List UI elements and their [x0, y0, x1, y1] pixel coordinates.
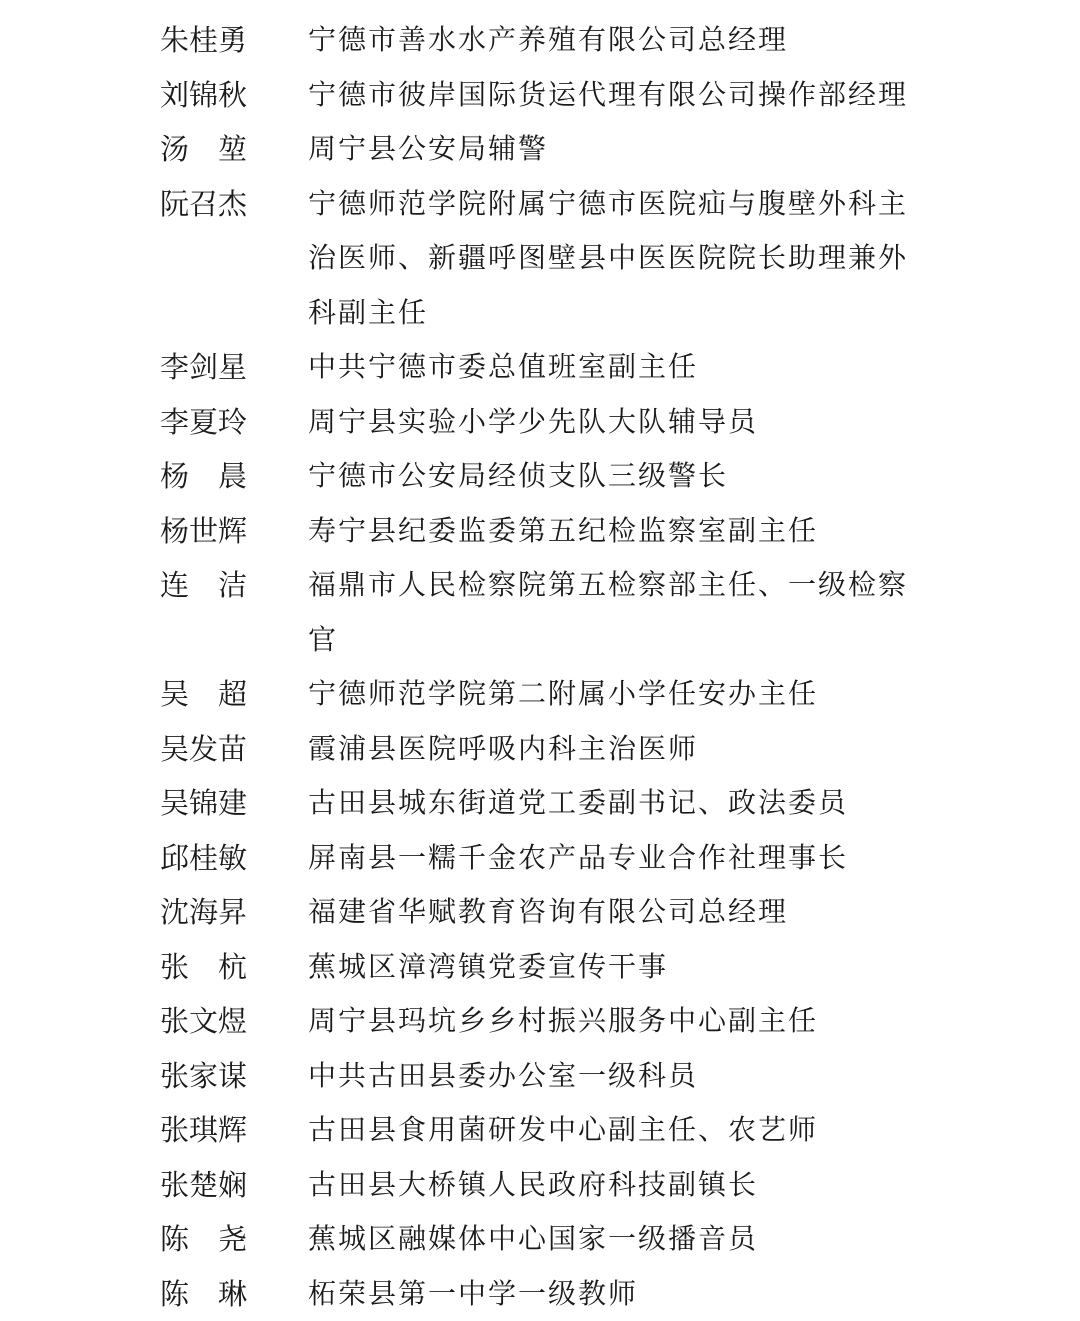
person-name: 陈 琳: [160, 1267, 315, 1321]
person-name: 张家谋: [160, 1049, 315, 1104]
person-name: 张琪辉: [160, 1103, 315, 1158]
person-name: 沈海昇: [160, 885, 315, 940]
person-name: 张 杭: [160, 940, 315, 995]
list-item: [0, 13, 1080, 68]
list-item: [0, 776, 1080, 831]
list-item: [0, 885, 1080, 940]
list-item: [0, 831, 1080, 886]
person-name: 吴锦建: [160, 776, 315, 831]
person-title: 中共古田县委办公室一级科员: [308, 1049, 908, 1104]
person-title: 周宁县实验小学少先队大队辅导员: [308, 395, 908, 450]
person-title: 寿宁县纪委监委第五纪检监察室副主任: [308, 504, 908, 559]
person-title: 中共宁德市委总值班室副主任: [308, 340, 908, 395]
list-item: [0, 1212, 1080, 1267]
person-title: 屏南县一糯千金农产品专业合作社理事长: [308, 831, 908, 886]
list-item: [0, 68, 1080, 123]
person-title: 福建省华赋教育咨询有限公司总经理: [308, 885, 908, 940]
person-title: 宁德市公安局经侦支队三级警长: [308, 449, 908, 504]
list-item: [0, 1267, 1080, 1321]
person-name: 杨世辉: [160, 504, 315, 559]
person-title: 福鼎市人民检察院第五检察部主任、一级检察官: [308, 558, 908, 667]
person-title: 周宁县玛坑乡乡村振兴服务中心副主任: [308, 994, 908, 1049]
person-title: 宁德市彼岸国际货运代理有限公司操作部经理: [308, 68, 908, 123]
list-item: [0, 667, 1080, 722]
person-name: 汤 堃: [160, 122, 315, 177]
name-list: [0, 13, 1080, 1321]
list-item: [0, 558, 1080, 667]
person-name: 吴发苗: [160, 722, 315, 777]
person-title: 蕉城区融媒体中心国家一级播音员: [308, 1212, 908, 1267]
list-item: [0, 940, 1080, 995]
person-title: 蕉城区漳湾镇党委宣传干事: [308, 940, 908, 995]
person-name: 朱桂勇: [160, 13, 315, 68]
list-item: [0, 722, 1080, 777]
list-item: [0, 994, 1080, 1049]
person-title: 宁德市善水水产养殖有限公司总经理: [308, 13, 908, 68]
person-title: 周宁县公安局辅警: [308, 122, 908, 177]
list-item: [0, 449, 1080, 504]
list-item: [0, 1049, 1080, 1104]
person-name: 李夏玲: [160, 395, 315, 450]
person-name: 邱桂敏: [160, 831, 315, 886]
person-name: 张楚娴: [160, 1158, 315, 1213]
person-title: 宁德师范学院附属宁德市医院疝与腹壁外科主治医师、新疆呼图壁县中医医院院长助理兼外科副主任: [308, 177, 908, 341]
person-name: 李剑星: [160, 340, 315, 395]
person-name: 刘锦秋: [160, 68, 315, 123]
person-name: 连 洁: [160, 558, 315, 613]
person-title: 古田县大桥镇人民政府科技副镇长: [308, 1158, 908, 1213]
person-name: 吴 超: [160, 667, 315, 722]
list-item: [0, 1158, 1080, 1213]
list-item: [0, 1103, 1080, 1158]
list-item: [0, 395, 1080, 450]
list-item: [0, 177, 1080, 341]
person-title: 古田县食用菌研发中心副主任、农艺师: [308, 1103, 908, 1158]
person-title: 古田县城东街道党工委副书记、政法委员: [308, 776, 908, 831]
list-item: [0, 340, 1080, 395]
person-name: 杨 晨: [160, 449, 315, 504]
person-title: 宁德师范学院第二附属小学任安办主任: [308, 667, 908, 722]
person-title: 霞浦县医院呼吸内科主治医师: [308, 722, 908, 777]
list-item: [0, 504, 1080, 559]
person-name: 张文煜: [160, 994, 315, 1049]
person-name: 阮召杰: [160, 177, 315, 232]
list-item: [0, 122, 1080, 177]
person-title: 柘荣县第一中学一级教师: [308, 1267, 908, 1321]
person-name: 陈 尧: [160, 1212, 315, 1267]
